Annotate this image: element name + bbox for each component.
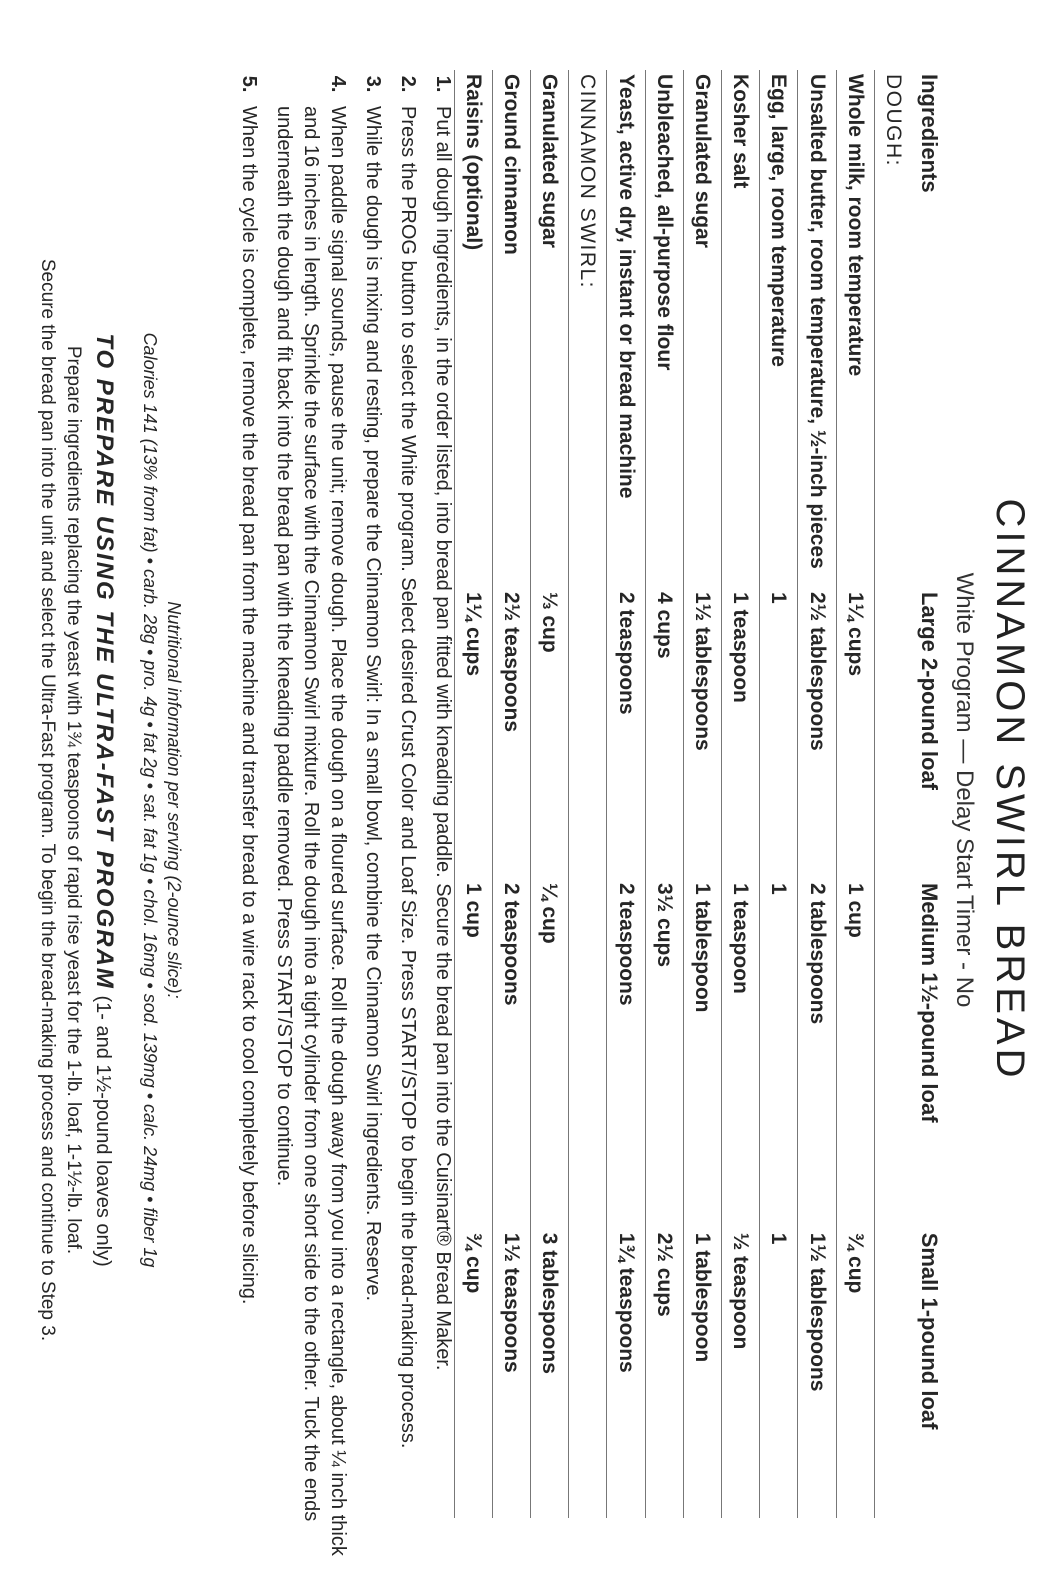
cell-small: 1	[760, 1229, 798, 1518]
cell-medium: 1 tablespoon	[683, 879, 721, 1229]
cell-medium: 1 cup	[836, 879, 874, 1229]
table-row	[683, 70, 721, 1518]
nutrition-heading: Nutritional information per serving (2-ounce slice):	[164, 601, 184, 999]
header-medium: Medium 1½-pound loaf	[917, 882, 942, 1123]
ultra-fast-line-2: Secure the bread pan into the unit and select the Ultra-Fast program. To begin the bread-making process and continue to Step 3.	[37, 258, 59, 1342]
ultra-fast-title: TO PREPARE USING THE ULTRA-FAST PROGRAM	[91, 333, 118, 990]
table-row	[645, 70, 683, 1518]
cell-medium: 2 teaspoons	[492, 879, 530, 1229]
header-large: Large 2-pound loaf	[917, 592, 942, 790]
cell-small: 1½ teaspoons	[492, 1229, 530, 1518]
nutrition-info	[137, 70, 186, 1530]
cell-name: Unsalted butter, room temperature, ½-inch pieces	[798, 70, 836, 588]
ultra-fast-instructions	[35, 70, 86, 1530]
header-small: Small 1-pound loaf	[917, 1232, 942, 1430]
cell-large: 1½ tablespoons	[683, 588, 721, 879]
cell-large: 1 teaspoon	[722, 588, 760, 879]
cell-large: 1¼ cups	[454, 588, 492, 879]
cell-large: 2½ tablespoons	[798, 588, 836, 879]
table-row	[798, 70, 836, 1518]
instructions-list	[227, 70, 456, 1558]
step-item: 4. When paddle signal sounds, pause the unit; remove dough. Place the dough on a floured surface. Roll the dough away from you into a rectangle, about ¼ inch thick and 16 inches in length. Sprinkle the surface with the Cinnamon Swirl mixture. Roll the dough into a tight cylinder from one short side to the other. Tuck the ends underneath the dough and fit back into the bread pan with the kneading paddle removed. Press START/STOP to continue.	[270, 98, 351, 1558]
section-label: CINNAMON SWIRL:	[569, 70, 607, 1518]
cell-large: ⅓ cup	[531, 588, 569, 879]
cell-large: 1	[760, 588, 798, 879]
cell-small: 3 tablespoons	[531, 1229, 569, 1518]
ingredients-table	[454, 70, 952, 1518]
cell-small: ½ teaspoon	[722, 1229, 760, 1518]
cell-name: Granulated sugar	[531, 70, 569, 588]
step-item: 3. While the dough is mixing and resting, prepare the Cinnamon Swirl: In a small bowl, combine the Cinnamon Swirl ingredients. Reserve.	[359, 98, 386, 1558]
ultra-fast-heading	[90, 70, 118, 1530]
step-item: 2. Press the PROG button to select the White program. Select desired Crust Color and Loaf Size. Press START/STOP to begin the bread-making process.	[394, 98, 421, 1558]
section-cinnamon-swirl	[569, 70, 607, 1518]
ingredients-body	[454, 70, 912, 1518]
table-row	[492, 70, 530, 1518]
table-header-row	[912, 70, 952, 1518]
section-label: DOUGH:	[882, 74, 905, 167]
table-row	[760, 70, 798, 1518]
cell-medium: 1 cup	[454, 879, 492, 1229]
step-item: 5. When the cycle is complete, remove the bread pan from the machine and transfer bread to a wire rack to cool completely before slicing.	[235, 98, 262, 1558]
cell-name: Egg, large, room temperature	[760, 70, 798, 588]
header-ingredients: Ingredients	[917, 74, 942, 193]
cell-medium: 2 teaspoons	[607, 879, 645, 1229]
ultra-fast-note: (1- and 1½-pound loaves only)	[92, 995, 114, 1267]
cell-large: 1¼ cups	[836, 588, 874, 879]
cell-medium: 2 tablespoons	[798, 879, 836, 1229]
cell-name: Raisins (optional)	[454, 70, 492, 588]
cell-medium: 1 teaspoon	[722, 879, 760, 1229]
cell-name: Whole milk, room temperature	[836, 70, 874, 588]
cell-small: 2½ cups	[645, 1229, 683, 1518]
table-row	[454, 70, 492, 1518]
cell-large: 4 cups	[645, 588, 683, 879]
cell-medium: 3½ cups	[645, 879, 683, 1229]
cell-large: 2½ teaspoons	[492, 588, 530, 879]
cell-name: Unbleached, all-purpose flour	[645, 70, 683, 588]
cell-name: Ground cinnamon	[492, 70, 530, 588]
cell-small: 1½ tablespoons	[798, 1229, 836, 1518]
cell-small: ¾ cup	[836, 1229, 874, 1518]
cell-small: 1 tablespoon	[683, 1229, 721, 1518]
table-row	[531, 70, 569, 1518]
cell-medium: ¼ cup	[531, 879, 569, 1229]
cell-name: Granulated sugar	[683, 70, 721, 588]
cell-name: Yeast, active dry, instant or bread machine	[607, 70, 645, 588]
cell-large: 2 teaspoons	[607, 588, 645, 879]
table-row	[722, 70, 760, 1518]
section-dough	[874, 70, 912, 1518]
cell-small: ¾ cup	[454, 1229, 492, 1518]
table-row	[836, 70, 874, 1518]
cell-small: 1¾ teaspoons	[607, 1229, 645, 1518]
cell-name: Kosher salt	[722, 70, 760, 588]
nutrition-values: Calories 141 (13% from fat) • carb. 28g • pro. 4g • fat 2g • sat. fat 1g • chol. 16mg • sod. 139mg • calc. 24mg • fiber 1g	[139, 332, 160, 1268]
step-item: 1. Put all dough ingredients, in the order listed, into bread pan fitted with kneading paddle. Secure the bread pan into the Cuisinart® Bread Maker.	[429, 98, 456, 1558]
ultra-fast-line-1: Prepare ingredients replacing the yeast with 1¾ teaspoons of rapid rise yeast for the 1-lb. loaf, 1-1½-lb. loaf.	[63, 345, 84, 1255]
recipe-title: CINNAMON SWIRL BREAD	[988, 498, 1032, 1082]
table-row	[607, 70, 645, 1518]
recipe-subtitle: White Program — Delay Start Timer - No	[951, 572, 978, 1008]
cell-medium: 1	[760, 879, 798, 1229]
